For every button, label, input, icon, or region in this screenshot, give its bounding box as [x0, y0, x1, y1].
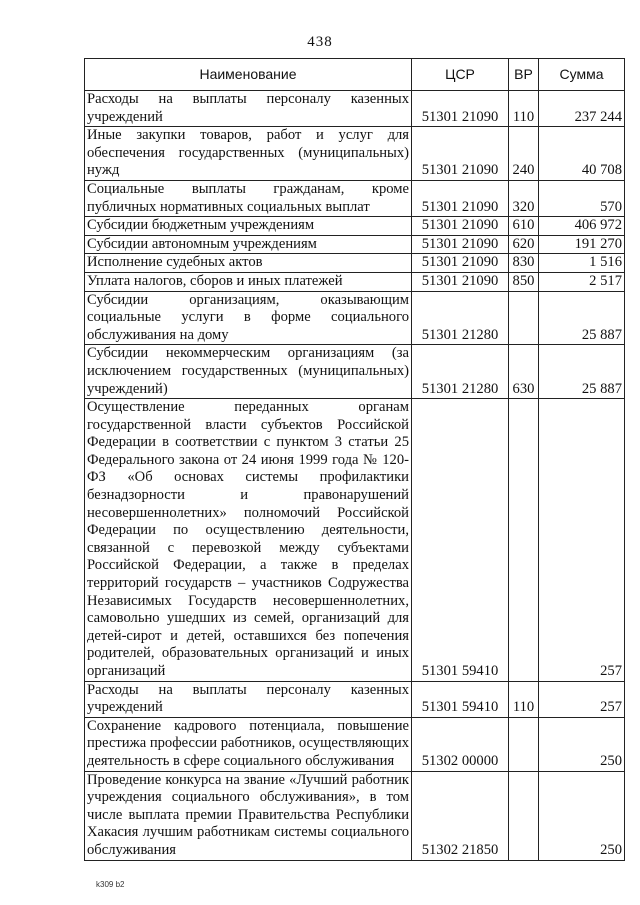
- row-csr: 51301 59410: [412, 681, 509, 717]
- row-csr: 51301 21090: [412, 217, 509, 236]
- row-csr: 51302 00000: [412, 717, 509, 771]
- row-sum: 257: [539, 681, 625, 717]
- table-row: [85, 254, 625, 273]
- table-row: [85, 717, 625, 771]
- row-sum: 1 516: [539, 254, 625, 273]
- row-vr: 630: [509, 345, 539, 399]
- footer-code: k309 b2: [96, 880, 125, 889]
- header-csr: ЦСР: [412, 59, 509, 91]
- row-vr: 110: [509, 681, 539, 717]
- row-vr: [509, 771, 539, 860]
- row-sum: 250: [539, 771, 625, 860]
- header-sum: Сумма: [539, 59, 625, 91]
- row-name: Субсидии некоммерческим организациям (за исключением государственных (муниципальных) учреждений): [85, 345, 412, 399]
- row-name: Субсидии организациям, оказывающим социальные услуги в форме социального обслуживания на дому: [85, 291, 412, 345]
- row-sum: 2 517: [539, 272, 625, 291]
- row-name: Социальные выплаты гражданам, кроме публичных нормативных социальных выплат: [85, 180, 412, 216]
- table-row: [85, 217, 625, 236]
- table-row: [85, 345, 625, 399]
- row-csr: 51301 21090: [412, 127, 509, 181]
- header-name: Наименование: [85, 59, 412, 91]
- table-header-row: [85, 59, 625, 91]
- row-name: Осуществление переданных органам государственной власти субъектов Российской Федерации в соответствии с пунктом 3 статьи 25 Федерального закона от 24 июня 1999 года № 120-ФЗ «Об основах системы профилактики безнадзорности и правонарушений несовершеннолетних» полномочий Российской Федерации по осуществлению деятельности, связанной с перевозкой между субъектами Российской Федерации, а также в пределах территорий государств – участников Содружества Независимых Государств несовершеннолетних, самовольно ушедших из семей, организаций для детей-сирот и детей, оставшихся без попечения родителей, образовательных организаций и иных организаций: [85, 399, 412, 682]
- table-row: [85, 180, 625, 216]
- table-row: [85, 771, 625, 860]
- row-sum: 250: [539, 717, 625, 771]
- row-vr: 320: [509, 180, 539, 216]
- row-csr: 51301 21090: [412, 235, 509, 254]
- row-name: Уплата налогов, сборов и иных платежей: [85, 272, 412, 291]
- page-number: 438: [307, 34, 333, 50]
- row-name: Субсидии автономным учреждениям: [85, 235, 412, 254]
- row-vr: [509, 717, 539, 771]
- row-vr: 610: [509, 217, 539, 236]
- row-csr: 51301 59410: [412, 399, 509, 682]
- row-vr: [509, 399, 539, 682]
- row-sum: 25 887: [539, 345, 625, 399]
- row-sum: 191 270: [539, 235, 625, 254]
- row-csr: 51301 21280: [412, 291, 509, 345]
- budget-table: [84, 58, 625, 861]
- table-row: [85, 681, 625, 717]
- row-sum: 257: [539, 399, 625, 682]
- row-vr: 830: [509, 254, 539, 273]
- table-row: [85, 291, 625, 345]
- row-sum: 570: [539, 180, 625, 216]
- row-csr: 51301 21090: [412, 272, 509, 291]
- row-csr: 51301 21090: [412, 180, 509, 216]
- row-vr: 620: [509, 235, 539, 254]
- row-sum: 25 887: [539, 291, 625, 345]
- row-sum: 406 972: [539, 217, 625, 236]
- row-name: Субсидии бюджетным учреждениям: [85, 217, 412, 236]
- row-name: Расходы на выплаты персоналу казенных учреждений: [85, 91, 412, 127]
- row-name: Расходы на выплаты персоналу казенных учреждений: [85, 681, 412, 717]
- table-row: [85, 235, 625, 254]
- row-csr: 51302 21850: [412, 771, 509, 860]
- row-name: Иные закупки товаров, работ и услуг для обеспечения государственных (муниципальных) нужд: [85, 127, 412, 181]
- table-row: [85, 399, 625, 682]
- row-name: Сохранение кадрового потенциала, повышение престижа профессии работников, осуществляющих деятельность в сфере социального обслуживания: [85, 717, 412, 771]
- header-vr: ВР: [509, 59, 539, 91]
- row-vr: 240: [509, 127, 539, 181]
- row-csr: 51301 21280: [412, 345, 509, 399]
- row-sum: 237 244: [539, 91, 625, 127]
- row-name: Исполнение судебных актов: [85, 254, 412, 273]
- row-vr: 850: [509, 272, 539, 291]
- row-csr: 51301 21090: [412, 254, 509, 273]
- row-name: Проведение конкурса на звание «Лучший работник учреждения социального обслуживания», в том числе выплата премии Правительства Республики Хакасия лучшим работникам системы социального обслуживания: [85, 771, 412, 860]
- row-sum: 40 708: [539, 127, 625, 181]
- row-vr: 110: [509, 91, 539, 127]
- table-row: [85, 91, 625, 127]
- table-row: [85, 272, 625, 291]
- table-row: [85, 127, 625, 181]
- row-csr: 51301 21090: [412, 91, 509, 127]
- row-vr: [509, 291, 539, 345]
